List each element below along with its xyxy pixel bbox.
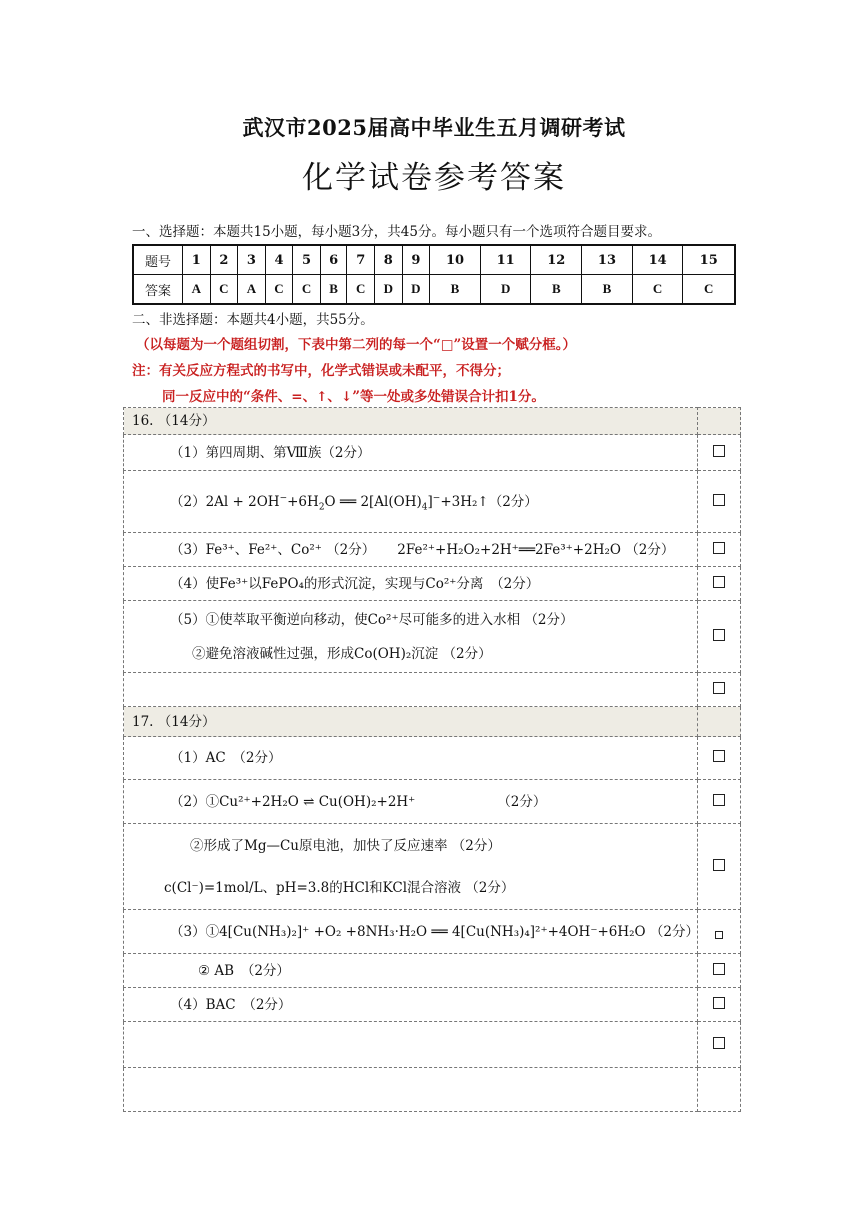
q17-extra-row bbox=[124, 1022, 741, 1068]
answer-row bbox=[133, 275, 735, 305]
q16-part3: （3）Fe³⁺、Fe²⁺、Co²⁺ （2分） 2Fe²⁺+H₂O₂+2H⁺══2Fe³⁺+2H₂O （2分） bbox=[170, 541, 675, 558]
q17-part2-row bbox=[124, 780, 741, 824]
row-label-number: 题号 bbox=[133, 245, 183, 275]
score-box[interactable] bbox=[713, 682, 725, 694]
answer-cell: B bbox=[430, 275, 481, 305]
note-grouping: （以每题为一个题组切割，下表中第二列的每一个“□”设置一个赋分框。） bbox=[136, 337, 577, 353]
q16-part2-row bbox=[124, 471, 741, 533]
q17-header: 17. （14分） bbox=[132, 713, 216, 730]
score-box[interactable] bbox=[713, 997, 725, 1009]
note-equation-rule: 注：有关反应方程式的书写中，化学式错误或未配平，不得分； bbox=[132, 363, 510, 379]
q16-part4: （4）使Fe³⁺以FePO₄的形式沉淀，实现与Co²⁺分离 （2分） bbox=[170, 575, 540, 592]
score-box[interactable] bbox=[713, 445, 725, 457]
answer-cell: C bbox=[293, 275, 321, 305]
score-box[interactable] bbox=[713, 859, 725, 871]
question-number-cell: 6 bbox=[320, 245, 347, 275]
exam-title: 武汉市2025届高中毕业生五月调研考试 bbox=[242, 115, 626, 140]
score-box[interactable] bbox=[713, 576, 725, 588]
q17-part3: （3）①4[Cu(NH₃)₂]⁺ +O₂ +8NH₃·H₂O ══ 4[Cu(NH₃)₄]²⁺+4OH⁻+6H₂O （2分） bbox=[170, 923, 699, 940]
q16-header: 16. （14分） bbox=[132, 413, 216, 429]
number-row bbox=[133, 245, 735, 275]
question-number-cell: 10 bbox=[430, 245, 481, 275]
q16-header-row bbox=[124, 408, 741, 435]
q16-part1: （1）第四周期、第Ⅷ族（2分） bbox=[170, 444, 371, 461]
q17-part1: （1）AC （2分） bbox=[170, 750, 282, 766]
question-number-cell: 9 bbox=[402, 245, 430, 275]
q16-part5a: （5）①使萃取平衡逆向移动，使Co²⁺尽可能多的进入水相 （2分） bbox=[170, 611, 574, 628]
q17-part1-row bbox=[124, 737, 741, 780]
question-number-cell: 2 bbox=[210, 245, 238, 275]
answer-cell: B bbox=[531, 275, 582, 305]
q16-part2: $(2)2Al + 2OH^-+6H_2O$ ══ $2[Al(OH)_4]^-+3H_2↑(2$分） bbox=[170, 493, 538, 513]
q17-header-row bbox=[124, 707, 741, 737]
q17-part4: （4）BAC （2分） bbox=[170, 996, 292, 1013]
answer-cell: C bbox=[632, 275, 683, 305]
choice-answer-table bbox=[132, 244, 736, 305]
answer-cell: C bbox=[683, 275, 735, 305]
question-number-cell: 11 bbox=[480, 245, 531, 275]
score-box[interactable] bbox=[713, 750, 725, 762]
answer-cell: D bbox=[480, 275, 531, 305]
question-number-cell: 4 bbox=[265, 245, 293, 275]
question-number-cell: 3 bbox=[238, 245, 266, 275]
question-number-cell: 8 bbox=[375, 245, 403, 275]
score-box[interactable] bbox=[713, 494, 725, 506]
question-number-cell: 7 bbox=[347, 245, 375, 275]
q17-part2b-solution: c(Cl⁻)=1mol/L、pH=3.8的HCl和KCl混合溶液 （2分） bbox=[164, 879, 515, 896]
q16-part5-row bbox=[124, 601, 741, 673]
score-box[interactable] bbox=[713, 963, 725, 975]
q17-part2b-row bbox=[124, 824, 741, 910]
question-number-cell: 15 bbox=[683, 245, 735, 275]
score-box[interactable] bbox=[713, 794, 725, 806]
answer-key-title: 化学试卷参考答案 bbox=[302, 160, 566, 196]
row-label-answer: 答案 bbox=[133, 275, 183, 305]
question-number-cell: 14 bbox=[632, 245, 683, 275]
answer-cell: B bbox=[320, 275, 347, 305]
question-number-cell: 5 bbox=[293, 245, 321, 275]
answer-cell: C bbox=[210, 275, 238, 305]
answer-cell: C bbox=[265, 275, 293, 305]
q17-part4-row bbox=[124, 988, 741, 1022]
score-box[interactable] bbox=[713, 629, 725, 641]
score-box[interactable] bbox=[713, 1037, 725, 1049]
q17-part2b-mechanism: ②形成了Mg—Cu原电池，加快了反应速率 （2分） bbox=[190, 837, 501, 854]
q17-part3b-row bbox=[124, 954, 741, 988]
q16-part5b: ②避免溶液碱性过强，形成Co(OH)₂沉淀 （2分） bbox=[192, 645, 492, 662]
q17-part3b: ② AB （2分） bbox=[198, 962, 290, 979]
answer-cell: D bbox=[402, 275, 430, 305]
answer-grid bbox=[123, 407, 741, 1112]
answer-cell: D bbox=[375, 275, 403, 305]
q16-part1-row bbox=[124, 435, 741, 471]
question-number-cell: 1 bbox=[183, 245, 211, 275]
score-box[interactable] bbox=[713, 542, 725, 554]
q16-extra-row bbox=[124, 673, 741, 707]
answer-cell: A bbox=[238, 275, 266, 305]
question-number-cell: 12 bbox=[531, 245, 582, 275]
question-number-cell: 13 bbox=[582, 245, 633, 275]
answer-cell: C bbox=[347, 275, 375, 305]
section-choice-heading: 一、选择题：本题共15小题，每小题3分，共45分。每小题只有一个选项符合题目要求。 bbox=[132, 224, 661, 240]
q16-part3-row bbox=[124, 533, 741, 567]
note-deduction-rule: 同一反应中的“条件、=、↑、↓”等一处或多处错误合计扣1分。 bbox=[162, 389, 545, 405]
blank-row bbox=[124, 1068, 741, 1112]
q17-part3-row bbox=[124, 910, 741, 954]
score-box[interactable] bbox=[715, 931, 723, 939]
section-nonchoice-heading: 二、非选择题：本题共4小题，共55分。 bbox=[132, 312, 374, 328]
q16-part4-row bbox=[124, 567, 741, 601]
answer-cell: A bbox=[183, 275, 211, 305]
answer-cell: B bbox=[582, 275, 633, 305]
q17-part2: （2）①Cu²⁺+2H₂O ⇌ Cu(OH)₂+2H⁺ （2分） bbox=[170, 793, 547, 810]
